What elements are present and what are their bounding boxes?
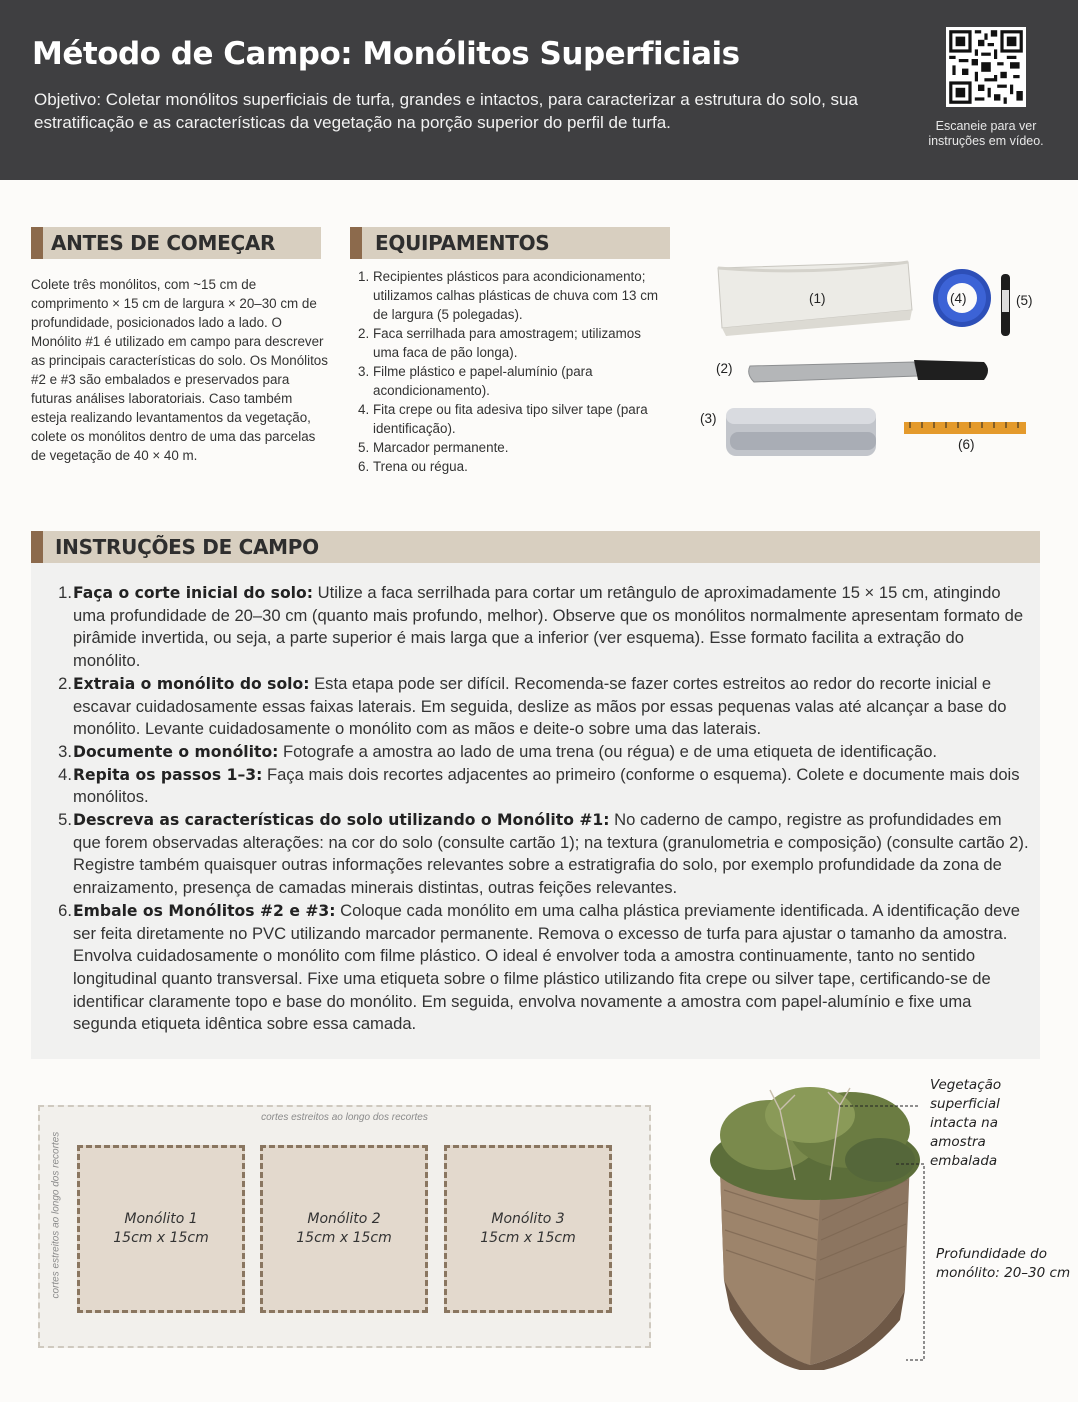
qr-code-icon[interactable] [946, 27, 1026, 107]
monolith-box-1: Monólito 1 15cm x 15cm [77, 1145, 245, 1313]
list-item: 3. Documente o monólito: Fotografe a amostra ao lado de uma trena (ou régua) e de uma etiqueta de identificação. [58, 741, 938, 761]
before-text: Colete três monólitos, com ~15 cm de comprimento × 15 cm de largura × 20–30 cm de profundidade, posicionados lado a lado. O Monólito #1 é utilizado em campo para descrever as principais características do solo. Os Monólitos #2 e #3 são embalados e preservados para futuras análises laboratoriais. Caso também esteja realizando levantamentos da vegetação, colete os monólitos dentro de uma das parcelas de vegetação de 40 × 40 m. [31, 277, 328, 463]
monolith-layout-diagram [38, 1105, 651, 1348]
photo-label-1: (1) [809, 291, 826, 306]
diagram-side-label: cortes estreitos ao longo dos recortes [50, 1131, 62, 1299]
list-item: 4. Repita os passos 1–3: Faça mais dois recortes adjacentes ao primeiro (conforme o esquema). Colete e documente mais dois monólitos. [58, 764, 1020, 807]
list-item: 1. Recipientes plásticos para acondicionamento; utilizamos calhas plásticas de chuva com 13 cm de largura (5 polegadas). [358, 269, 659, 322]
list-item: 2. Faca serrilhada para amostragem; utilizamos uma faca de pão longa). [358, 326, 641, 360]
diagram-top-label: cortes estreitos ao longo dos recortes [261, 1112, 428, 1123]
vegetation-note: Vegetação superficial intacta na amostra embalada [930, 1077, 1002, 1169]
page-header [0, 0, 1078, 180]
list-item: 1. Faça o corte inicial do solo: Utilize a faca serrilhada para cortar um retângulo de aproximadamente 15 × 15 cm, atingindo uma profundidade de 20–30 cm (quanto mais profundo, melhor). Observe que os monólitos normalmente apresentam formato de pirâmide invertida, ou seja, a parte superior é mais larga que a inferior (ver esquema). Esse formato facilita a extração do monólito. [58, 583, 1024, 671]
list-item: 6. Embale os Monólitos #2 e #3: Coloque cada monólito em uma calha plástica previamente identificada. A identificação deve ser feita diretamente no PVC utilizando marcador permanente. Remova o excesso de turfa para ajustar o tamanho da amostra. Envolva cuidadosamente o monólito com filme plástico. O ideal é envolver toda a amostra continuamente, tanto no sentido longitudinal quanto transversal. Fixe uma etiqueta sobre o filme plástico utilizando fita crepe ou silver tape, certificando-se de identificar claramente topo e base do monólito. Em seguida, envolva novamente a amostra com papel-alumínio e fixe uma segunda etiqueta idêntica sobre essa camada. [58, 900, 1020, 1034]
list-item: 6. Trena ou régua. [358, 459, 468, 474]
photo-label-4: (4) [950, 291, 967, 306]
photo-label-2: (2) [716, 361, 733, 376]
before-heading: ANTES DE COMEÇAR [31, 227, 321, 259]
list-item: 3. Filme plástico e papel-alumínio (para acondicionamento). [358, 364, 593, 398]
ruler-image [904, 422, 1026, 434]
list-item: 2. Extraia o monólito do solo: Esta etapa pode ser difícil. Recomenda-se fazer cortes estreitos ao redor do recorte inicial e escavar cuidadosamente essas faixas laterais. Em seguida, deslize as mãos por essas pequenas valas até alcançar a base do monólito. Levante cuidadosamente o monólito com as mãos e deite-o sobre uma das laterais. [58, 673, 1007, 739]
monolith-photo [700, 1080, 940, 1370]
vegetation-image [710, 1087, 920, 1200]
photo-label-6: (6) [958, 437, 975, 452]
list-item: 5. Descreva as características do solo utilizando o Monólito #1: No caderno de campo, registre as profundidades em que forem observadas alterações: na cor do solo (consulte cartão 1); na textura (granulometria e composição) (consulte cartão 2). Registre também quaisquer outras informações relevantes sobre a estratigrafia do solo, por exemplo profundidade da zona de enraizamento, presença de camadas minerais distintas, outras feições relevantes. [58, 810, 1029, 898]
monolith-box-2: Monólito 2 15cm x 15cm [260, 1145, 428, 1313]
list-item: 4. Fita crepe ou fita adesiva tipo silver tape (para identificação). [358, 402, 648, 436]
objective-text: Objetivo: Coletar monólitos superficiais de turfa, grandes e intactos, para caracterizar a estrutura do solo, sua estratificação e as características da vegetação na porção superior do perfil de turfa. [34, 90, 858, 132]
foil-roll-image [726, 408, 876, 456]
monolith-box-3: Monólito 3 15cm x 15cm [444, 1145, 612, 1313]
photo-label-5: (5) [1016, 293, 1033, 308]
knife-image [749, 360, 988, 382]
equipment-heading: EQUIPAMENTOS [350, 227, 670, 259]
depth-note: Profundidade do monólito: 20–30 cm [936, 1246, 1071, 1281]
marker-image [1001, 274, 1010, 336]
page-title: Método de Campo: Monólitos Superficiais [32, 36, 740, 72]
list-item: 5. Marcador permanente. [358, 440, 509, 455]
photo-label-3: (3) [700, 411, 717, 426]
qr-caption: Escaneie para ver instruções em vídeo. [928, 119, 1044, 148]
instructions-heading: INSTRUÇÕES DE CAMPO [31, 531, 1040, 564]
instructions-list [40, 582, 1030, 1036]
equipment-list [358, 267, 668, 476]
equipment-photo [696, 250, 1046, 470]
